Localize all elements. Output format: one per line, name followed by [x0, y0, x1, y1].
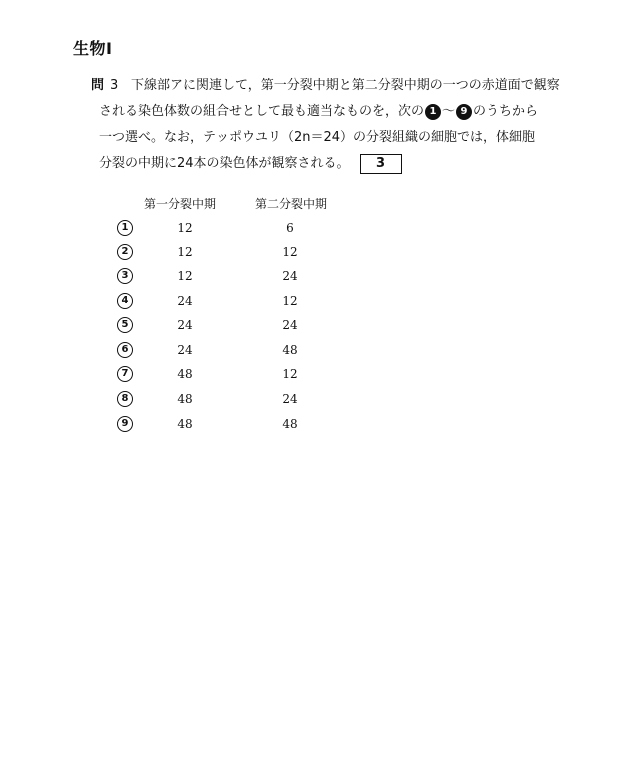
choice-range-start-marker: 1 [425, 104, 441, 120]
question-word: 問 [91, 78, 105, 93]
second-division-count: 12 [282, 294, 298, 308]
second-division-count: 12 [282, 367, 298, 381]
choice-row[interactable] [0, 342, 620, 366]
question-number: 3 [110, 78, 119, 93]
choice-row[interactable] [0, 391, 620, 415]
second-division-count: 6 [286, 221, 294, 235]
section-header: 生物Ⅰ [73, 39, 113, 58]
first-division-count: 12 [177, 269, 193, 283]
choice-row[interactable] [0, 244, 620, 268]
answer-box[interactable]: 3 [360, 154, 402, 174]
question-line-2-end: のうちから [473, 104, 539, 119]
first-division-count: 24 [177, 318, 193, 332]
choice-number-marker: 7 [117, 366, 133, 382]
choice-number-marker: 9 [117, 416, 133, 432]
question-line-2-start: される染色体数の組合せとして最も適当なものを，次の [99, 104, 425, 119]
choice-number-marker: 2 [117, 244, 133, 260]
first-division-count: 24 [177, 294, 193, 308]
second-division-count: 12 [282, 245, 298, 259]
choice-range-end-marker: 9 [456, 104, 472, 120]
column-header-second-meiosis: 第二分裂中期 [255, 197, 328, 211]
second-division-count: 24 [282, 269, 298, 283]
choice-number-marker: 4 [117, 293, 133, 309]
second-division-count: 24 [282, 318, 298, 332]
first-division-count: 48 [177, 392, 193, 406]
second-division-count: 48 [282, 343, 298, 357]
question-line-4 [99, 151, 531, 177]
choice-number-marker: 1 [117, 220, 133, 236]
question-line-4-text: 分裂の中期に24本の染色体が観察される。 [99, 156, 350, 171]
second-division-count: 48 [282, 417, 298, 431]
question-line-1: 下線部アに関連して，第一分裂中期と第二分裂中期の一つの赤道面で観察 [131, 78, 560, 93]
choice-row[interactable] [0, 220, 620, 244]
first-division-count: 48 [177, 417, 193, 431]
second-division-count: 24 [282, 392, 298, 406]
choice-row[interactable] [0, 317, 620, 341]
choice-number-marker: 3 [117, 268, 133, 284]
first-division-count: 12 [177, 221, 193, 235]
choice-number-marker: 8 [117, 391, 133, 407]
question-line-2 [99, 99, 539, 125]
choice-row[interactable] [0, 268, 620, 292]
choice-number-marker: 5 [117, 317, 133, 333]
first-division-count: 12 [177, 245, 193, 259]
question-line-3: 一つ選べ。なお，テッポウユリ（2n＝24）の分裂組織の細胞では，体細胞 [99, 130, 536, 145]
column-header-first-meiosis: 第一分裂中期 [144, 197, 217, 211]
first-division-count: 24 [177, 343, 193, 357]
choice-row[interactable] [0, 293, 620, 317]
first-division-count: 48 [177, 367, 193, 381]
choice-row[interactable] [0, 366, 620, 390]
choice-number-marker: 6 [117, 342, 133, 358]
question-label [91, 73, 118, 99]
range-tilde: 〜 [442, 104, 456, 119]
choice-row[interactable] [0, 416, 620, 440]
question-text [99, 73, 560, 177]
